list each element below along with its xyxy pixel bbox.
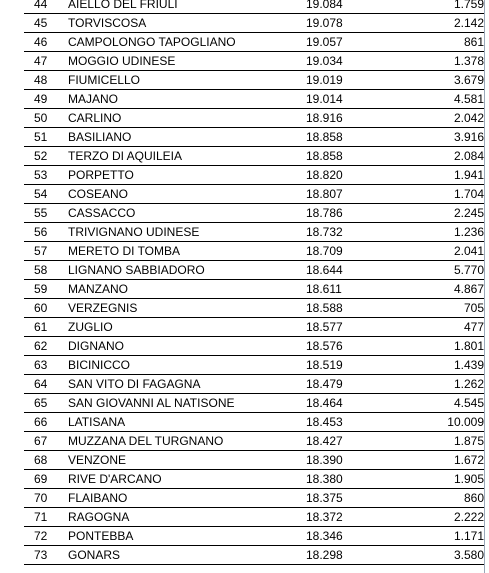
- table-row: [24, 318, 484, 337]
- rank-cell: 72: [24, 527, 68, 546]
- municipality-cell: AIELLO DEL FRIULI: [68, 0, 288, 14]
- population-cell: 705: [396, 299, 484, 318]
- value-cell: 18.479: [288, 375, 396, 394]
- table-row: [24, 147, 484, 166]
- municipality-cell: SAN VITO DI FAGAGNA: [68, 375, 288, 394]
- rank-cell: 67: [24, 432, 68, 451]
- municipality-cell: TORVISCOSA: [68, 14, 288, 33]
- population-cell: 1.236: [396, 223, 484, 242]
- rank-cell: 61: [24, 318, 68, 337]
- municipality-cell: MOGGIO UDINESE: [68, 52, 288, 71]
- table-row: [24, 261, 484, 280]
- population-cell: 1.704: [396, 185, 484, 204]
- table-row: [24, 185, 484, 204]
- rank-cell: 49: [24, 90, 68, 109]
- municipality-cell: BASILIANO: [68, 128, 288, 147]
- population-cell: 860: [396, 489, 484, 508]
- population-cell: 4.545: [396, 394, 484, 413]
- population-cell: 861: [396, 33, 484, 52]
- rank-cell: 48: [24, 71, 68, 90]
- rank-cell: 73: [24, 546, 68, 565]
- rank-cell: 71: [24, 508, 68, 527]
- value-cell: 18.464: [288, 394, 396, 413]
- municipality-cell: MANZANO: [68, 280, 288, 299]
- rank-cell: 52: [24, 147, 68, 166]
- municipality-cell: VENZONE: [68, 451, 288, 470]
- rank-cell: 55: [24, 204, 68, 223]
- value-cell: 19.078: [288, 14, 396, 33]
- value-cell: 18.346: [288, 527, 396, 546]
- municipality-cell: FLAIBANO: [68, 489, 288, 508]
- value-cell: 18.916: [288, 109, 396, 128]
- rank-cell: 68: [24, 451, 68, 470]
- population-cell: 3.580: [396, 546, 484, 565]
- value-cell: 18.786: [288, 204, 396, 223]
- value-cell: 19.014: [288, 90, 396, 109]
- rank-cell: 58: [24, 261, 68, 280]
- value-cell: 18.375: [288, 489, 396, 508]
- rank-cell: 65: [24, 394, 68, 413]
- table-row: [24, 109, 484, 128]
- table-row: [24, 71, 484, 90]
- table-row: [24, 451, 484, 470]
- rank-cell: 51: [24, 128, 68, 147]
- rank-cell: 64: [24, 375, 68, 394]
- population-cell: 2.245: [396, 204, 484, 223]
- rank-cell: 53: [24, 166, 68, 185]
- municipality-cell: RAGOGNA: [68, 508, 288, 527]
- value-cell: 18.858: [288, 147, 396, 166]
- municipality-cell: BICINICCO: [68, 356, 288, 375]
- table-row: [24, 128, 484, 147]
- value-cell: 18.576: [288, 337, 396, 356]
- value-cell: 18.519: [288, 356, 396, 375]
- table-row: [24, 508, 484, 527]
- population-cell: 5.770: [396, 261, 484, 280]
- value-cell: 18.298: [288, 546, 396, 565]
- value-cell: 19.019: [288, 71, 396, 90]
- rank-cell: 70: [24, 489, 68, 508]
- value-cell: 18.644: [288, 261, 396, 280]
- rank-cell: 57: [24, 242, 68, 261]
- value-cell: 18.820: [288, 166, 396, 185]
- rank-cell: 60: [24, 299, 68, 318]
- value-cell: 18.588: [288, 299, 396, 318]
- rank-cell: 44: [24, 0, 68, 14]
- municipality-cell: RIVE D'ARCANO: [68, 470, 288, 489]
- population-cell: 1.262: [396, 375, 484, 394]
- table-row: [24, 356, 484, 375]
- table-row: [24, 413, 484, 432]
- municipality-cell: CASSACCO: [68, 204, 288, 223]
- municipality-cell: MERETO DI TOMBA: [68, 242, 288, 261]
- population-cell: 1.378: [396, 52, 484, 71]
- municipality-cell: DIGNANO: [68, 337, 288, 356]
- table-row: [24, 546, 484, 565]
- municipality-cell: ZUGLIO: [68, 318, 288, 337]
- value-cell: 18.858: [288, 128, 396, 147]
- value-cell: 18.611: [288, 280, 396, 299]
- population-cell: 10.009: [396, 413, 484, 432]
- population-cell: 4.867: [396, 280, 484, 299]
- table-row: [24, 280, 484, 299]
- population-cell: 1.171: [396, 527, 484, 546]
- value-cell: 19.057: [288, 33, 396, 52]
- rank-cell: 66: [24, 413, 68, 432]
- population-cell: 1.439: [396, 356, 484, 375]
- value-cell: 18.390: [288, 451, 396, 470]
- municipality-cell: MUZZANA DEL TURGNANO: [68, 432, 288, 451]
- table-row: [24, 470, 484, 489]
- population-cell: 2.084: [396, 147, 484, 166]
- municipality-cell: TERZO DI AQUILEIA: [68, 147, 288, 166]
- municipality-cell: TRIVIGNANO UDINESE: [68, 223, 288, 242]
- value-cell: 18.427: [288, 432, 396, 451]
- rank-cell: 69: [24, 470, 68, 489]
- population-cell: 1.875: [396, 432, 484, 451]
- value-cell: 18.732: [288, 223, 396, 242]
- municipality-cell: CAMPOLONGO TAPOGLIANO: [68, 33, 288, 52]
- population-cell: 2.142: [396, 14, 484, 33]
- rank-cell: 59: [24, 280, 68, 299]
- population-cell: 1.801: [396, 337, 484, 356]
- table-row: [24, 90, 484, 109]
- population-cell: 3.916: [396, 128, 484, 147]
- municipality-cell: VERZEGNIS: [68, 299, 288, 318]
- population-cell: 4.581: [396, 90, 484, 109]
- value-cell: 18.372: [288, 508, 396, 527]
- rank-cell: 50: [24, 109, 68, 128]
- rank-cell: 63: [24, 356, 68, 375]
- municipality-cell: SAN GIOVANNI AL NATISONE: [68, 394, 288, 413]
- value-cell: 19.084: [288, 0, 396, 14]
- municipality-cell: LIGNANO SABBIADORO: [68, 261, 288, 280]
- population-cell: 1.941: [396, 166, 484, 185]
- rank-cell: 46: [24, 33, 68, 52]
- municipality-cell: MAJANO: [68, 90, 288, 109]
- rank-cell: 45: [24, 14, 68, 33]
- table-row: [24, 52, 484, 71]
- population-cell: 1.759: [396, 0, 484, 14]
- table-row: [24, 223, 484, 242]
- value-cell: 18.380: [288, 470, 396, 489]
- municipality-cell: PONTEBBA: [68, 527, 288, 546]
- table-row: [24, 204, 484, 223]
- population-cell: 1.905: [396, 470, 484, 489]
- table-row: [24, 299, 484, 318]
- table-row: [24, 242, 484, 261]
- table-row: [24, 489, 484, 508]
- municipality-cell: LATISANA: [68, 413, 288, 432]
- rank-cell: 54: [24, 185, 68, 204]
- value-cell: 18.709: [288, 242, 396, 261]
- municipality-cell: CARLINO: [68, 109, 288, 128]
- municipality-cell: COSEANO: [68, 185, 288, 204]
- value-cell: 18.577: [288, 318, 396, 337]
- table-row: [24, 14, 484, 33]
- value-cell: 19.034: [288, 52, 396, 71]
- population-cell: 2.222: [396, 508, 484, 527]
- population-cell: 477: [396, 318, 484, 337]
- table-row: [24, 375, 484, 394]
- table-row: [24, 337, 484, 356]
- rank-cell: 47: [24, 52, 68, 71]
- population-cell: 2.042: [396, 109, 484, 128]
- right-border-line: [484, 0, 485, 573]
- population-cell: 1.672: [396, 451, 484, 470]
- rank-cell: 56: [24, 223, 68, 242]
- municipality-cell: FIUMICELLO: [68, 71, 288, 90]
- table-row: [24, 0, 484, 14]
- table-row: [24, 166, 484, 185]
- municipality-cell: PORPETTO: [68, 166, 288, 185]
- ranking-table: [24, 0, 484, 565]
- population-cell: 3.679: [396, 71, 484, 90]
- table-body: [24, 0, 484, 565]
- population-cell: 2.041: [396, 242, 484, 261]
- table-row: [24, 527, 484, 546]
- value-cell: 18.453: [288, 413, 396, 432]
- municipality-cell: GONARS: [68, 546, 288, 565]
- rank-cell: 62: [24, 337, 68, 356]
- table-row: [24, 432, 484, 451]
- table-row: [24, 394, 484, 413]
- table-row: [24, 33, 484, 52]
- value-cell: 18.807: [288, 185, 396, 204]
